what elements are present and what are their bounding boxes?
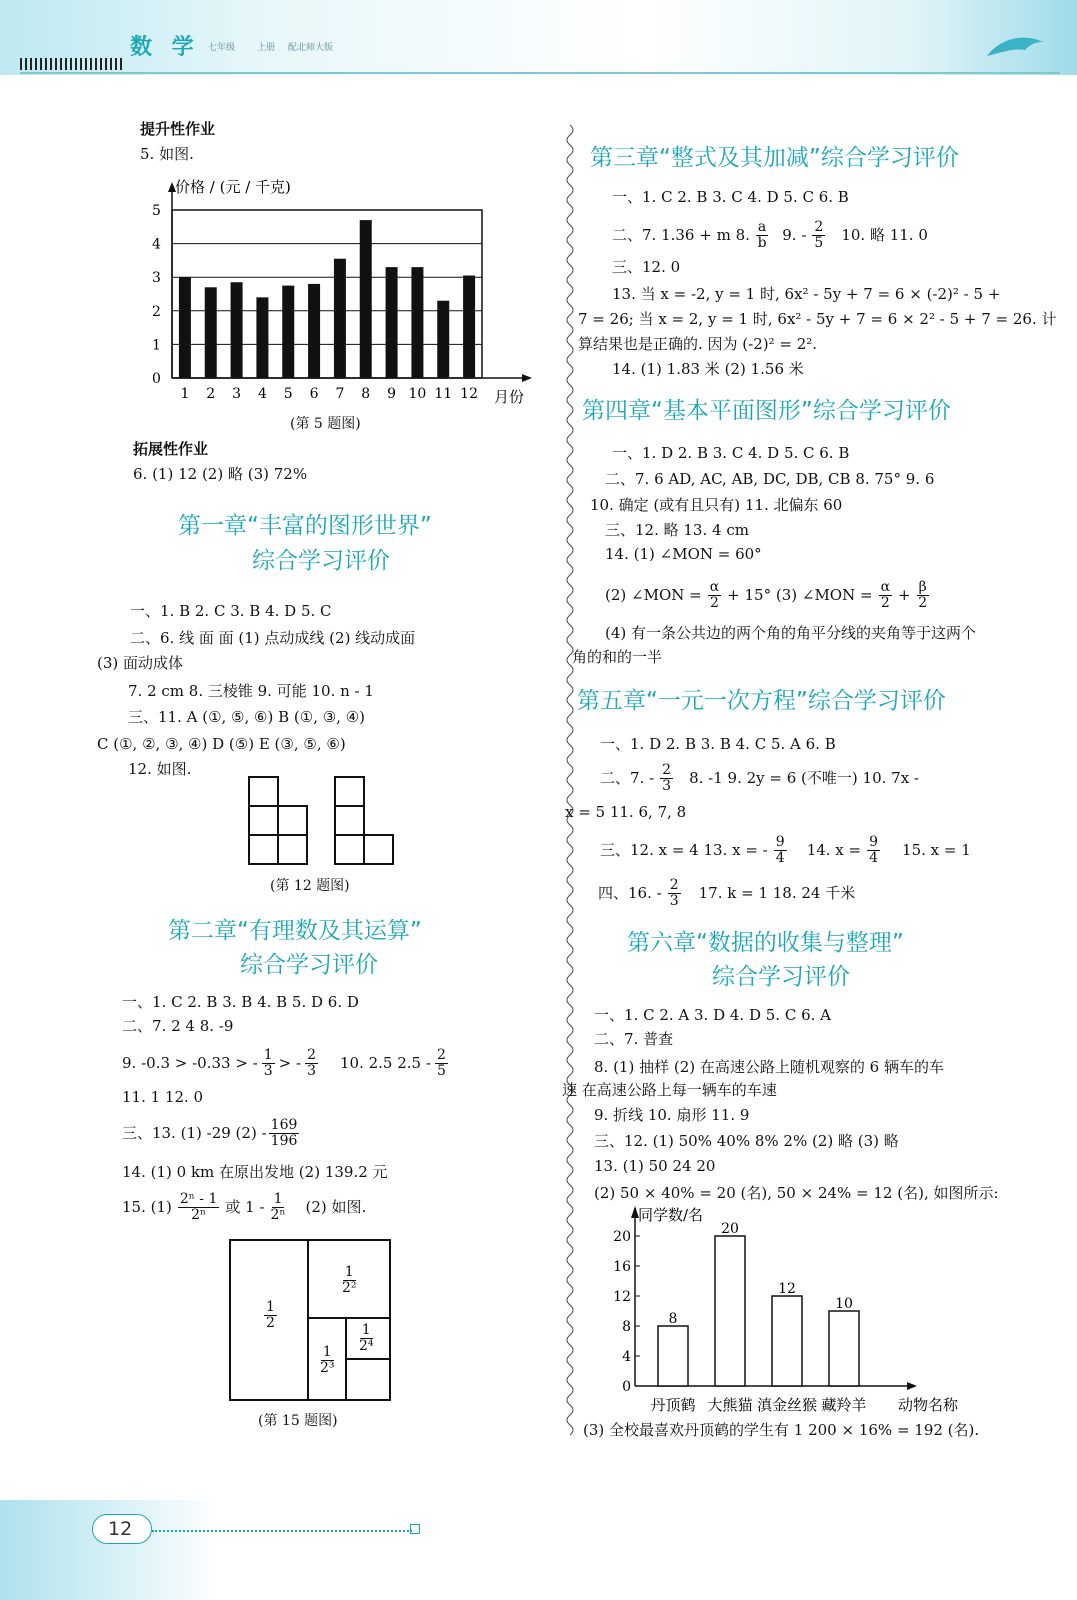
ch4-line5: 14. (1) ∠MON = 60° xyxy=(605,545,762,563)
ch1-line5: 三、11. A (①, ⑤, ⑥) B (①, ③, ④) xyxy=(128,708,366,726)
chart1-caption: (第 5 题图) xyxy=(290,416,361,432)
ch2-line5 xyxy=(122,1118,301,1148)
page-number: 12 xyxy=(108,1518,133,1540)
chart1-ytick: 5 xyxy=(152,203,161,219)
frac-2-3b: $\frac{2}{3}$ xyxy=(662,762,672,794)
frac-2-3: $\frac{2}{3}$ xyxy=(307,1047,316,1079)
ch1-line6: C (①, ②, ③, ④) D (⑤) E (③, ⑤, ⑥) xyxy=(97,735,346,753)
ch2-line6: 14. (1) 0 km 在原出发地 (2) 139.2 元 xyxy=(122,1163,388,1181)
chart1-bar xyxy=(386,267,398,378)
q5-text: 5. 如图. xyxy=(140,145,194,163)
chart2-ytick: 20 xyxy=(613,1229,631,1245)
chart2-ylabel: 同学数/名 xyxy=(638,1206,704,1224)
chart2-data-label: 8 xyxy=(668,1311,678,1327)
q15-frac-quarter: $\frac{1}{\text{2²}}$ xyxy=(342,1264,357,1296)
chart2-bar xyxy=(772,1296,802,1386)
section-title-improve: 提升性作业 xyxy=(140,120,216,138)
header-edition: 配北师大版 xyxy=(288,43,334,53)
ch3-line5: 7 = 26; 当 x = 2, y = 1 时, 6x² - 5y + 7 = 6 × 2² - 5 + 7 = 26. 计 xyxy=(578,310,1057,328)
ch5-l5b: 17. k = 1 18. 24 千米 xyxy=(698,883,856,902)
ch4-line3: 10. 确定 (或有且只有) 11. 北偏东 60 xyxy=(590,496,843,514)
chart1-xtick: 6 xyxy=(309,386,319,402)
chart2-bar xyxy=(829,1311,859,1386)
ch2-caption: (第 15 题图) xyxy=(258,1413,338,1429)
chart2-ytick: 0 xyxy=(622,1379,631,1395)
ch2-title: 第二章“有理数及其运算” xyxy=(168,918,422,944)
ch6-line5: 9. 折线 10. 扇形 11. 9 xyxy=(594,1106,750,1124)
frac-1-3: $\frac{1}{3}$ xyxy=(263,1047,273,1079)
chart2-ytick: 8 xyxy=(622,1319,631,1335)
chart1-bar xyxy=(360,220,372,378)
frac-2-5: $\frac{2}{5}$ xyxy=(436,1047,446,1079)
frac-alpha-2b: $\frac{\alpha}{2}$ xyxy=(880,579,891,611)
ch3-line4: 13. 当 x = -2, y = 1 时, 6x² - 5y + 7 = 6 × (-2)² - 5 + xyxy=(612,285,1001,303)
chart2-ytick: 16 xyxy=(613,1259,631,1275)
chart1-bar xyxy=(179,277,191,378)
ch2-line2: 二、7. 2 4 8. -9 xyxy=(122,1017,234,1035)
ch1-line2: 二、6. 线 面 面 (1) 点动成线 (2) 线动成面 xyxy=(130,629,416,647)
chart2-xtick: 丹顶鹤 xyxy=(650,1396,696,1414)
ch6-line3: 8. (1) 抽样 (2) 在高速公路上随机观察的 6 辆车的车 xyxy=(594,1058,944,1076)
frac-9-4b: $\frac{9}{4}$ xyxy=(869,834,879,866)
ch5-line1: 一、1. D 2. B 3. B 4. C 5. A 6. B xyxy=(600,735,836,753)
footer-square-icon xyxy=(410,1524,420,1534)
chart2-xlabel: 动物名称 xyxy=(898,1396,959,1414)
chart1-bar xyxy=(463,276,475,378)
ch4-line2: 二、7. 6 AD, AC, AB, DC, DB, CB 8. 75° 9. 6 xyxy=(605,470,935,488)
animal-bar-chart xyxy=(600,1200,970,1420)
ch3-line1: 一、1. C 2. B 3. C 4. D 5. C 6. B xyxy=(612,188,849,206)
chart2-data-label: 10 xyxy=(835,1296,853,1312)
ch6-line2: 二、7. 普查 xyxy=(594,1030,674,1048)
chart2-xarrow xyxy=(907,1382,917,1390)
chart1-xtick: 3 xyxy=(232,386,242,402)
price-bar-chart xyxy=(120,170,540,410)
column-divider xyxy=(563,125,577,1444)
chart1-xtick: 10 xyxy=(408,386,427,402)
chart2-bar xyxy=(658,1326,688,1386)
ch6-subtitle: 综合学习评价 xyxy=(712,964,850,990)
ch4-l6b: + 15° (3) ∠MON = xyxy=(727,585,873,604)
chart2-ytick: 4 xyxy=(622,1349,631,1365)
ch2-l7b: 或 1 - xyxy=(225,1197,265,1216)
chart1-xtick: 4 xyxy=(257,386,267,402)
ch5-line2 xyxy=(600,763,919,793)
ch2-l3c: 10. 2.5 2.5 - xyxy=(340,1053,431,1072)
frac-9-4: $\frac{9}{4}$ xyxy=(775,834,785,866)
ch5-l5a: 四、16. - xyxy=(598,883,662,902)
ch4-line7: (4) 有一条公共边的两个角的角平分线的夹角等于这两个 xyxy=(605,624,977,642)
ch4-l6c: + xyxy=(898,585,911,604)
chart1-bar xyxy=(231,282,243,378)
chart2-ytick: 12 xyxy=(613,1289,631,1305)
ch6-title: 第六章“数据的收集与整理” xyxy=(627,930,904,956)
chart2-bar xyxy=(715,1236,745,1386)
header-volume: 上册 xyxy=(257,43,276,53)
ch6-line8: (2) 50 × 40% = 20 (名), 50 × 24% = 12 (名), 如图所示: xyxy=(594,1184,999,1202)
ch4-title: 第四章“基本平面图形”综合学习评价 xyxy=(582,398,951,424)
ch5-l2a: 二、7. - xyxy=(600,768,655,787)
frac-169-196: $\frac{169}{196}$ xyxy=(270,1117,298,1149)
ch4-line8: 角的和的一半 xyxy=(572,648,663,666)
chart1-xtick: 7 xyxy=(335,386,345,402)
ch5-title: 第五章“一元一次方程”综合学习评价 xyxy=(577,688,946,714)
chart1-bar xyxy=(308,284,320,378)
ch1-caption: (第 12 题图) xyxy=(270,878,350,894)
chart1-xtick: 8 xyxy=(361,386,371,402)
section-title-extend: 拓展性作业 xyxy=(133,440,209,458)
footer-dotted-rule xyxy=(152,1530,412,1532)
chart2-xtick: 藏羚羊 xyxy=(821,1396,867,1414)
ch5-l4a: 三、12. x = 4 13. x = - xyxy=(600,840,768,859)
q6-text: 6. (1) 12 (2) 略 (3) 72% xyxy=(133,465,308,483)
q15-frac-half: $\frac{1}{2}$ xyxy=(266,1299,275,1331)
ch1-title: 第一章“丰富的图形世界” xyxy=(178,513,432,539)
chart1-xarrow xyxy=(522,374,532,382)
ch3-l2b: 9. - xyxy=(782,225,807,244)
chart2-data-label: 12 xyxy=(778,1281,796,1297)
header-rule xyxy=(20,72,1060,74)
ch1-line7: 12. 如图. xyxy=(128,760,192,778)
ch2-l3b: > - xyxy=(278,1053,302,1072)
ch4-line1: 一、1. D 2. B 3. C 4. D 5. C 6. B xyxy=(612,444,850,462)
q15-frac-sixteenth: $\frac{1}{\text{2⁴}}$ xyxy=(359,1322,374,1354)
ch5-line3: x = 5 11. 6, 7, 8 xyxy=(565,803,687,821)
ch2-subtitle: 综合学习评价 xyxy=(240,952,378,978)
chart1-bar xyxy=(437,301,449,378)
ch5-l2b: 8. -1 9. 2y = 6 (不唯一) 10. 7x - xyxy=(689,768,919,787)
chart1-ytick: 1 xyxy=(152,337,161,354)
chart1-ytick: 0 xyxy=(152,371,161,387)
chart1-xtick: 2 xyxy=(206,386,216,402)
chart1-xtick: 9 xyxy=(387,386,397,402)
chart1-bar xyxy=(256,297,268,378)
ch5-l4b: 14. x = xyxy=(806,840,862,859)
chart2-data-label: 20 xyxy=(721,1221,739,1237)
ch3-l2c: 10. 略 11. 0 xyxy=(841,225,928,244)
ch6-line7: 13. (1) 50 24 20 xyxy=(594,1157,716,1175)
ch1-subtitle: 综合学习评价 xyxy=(252,548,390,574)
ch2-l5a: 三、13. (1) -29 (2) - xyxy=(122,1123,267,1142)
ch1-line1: 一、1. B 2. C 3. B 4. D 5. C xyxy=(130,602,332,620)
chart1-bar xyxy=(411,267,423,378)
dolphin-icon xyxy=(985,28,1045,67)
chart1-xtick: 12 xyxy=(460,386,478,402)
frac-a-b: $\frac{a}{b}$ xyxy=(757,219,767,251)
frac-1-pown: $\frac{1}{\text{2ⁿ}}$ xyxy=(270,1191,286,1223)
chart1-bar xyxy=(282,286,294,378)
ch3-line3: 三、12. 0 xyxy=(612,258,681,276)
q15-square-figure xyxy=(228,1238,393,1403)
ch2-l3a: 9. -0.3 > -0.33 > - xyxy=(122,1053,258,1072)
ch5-l4c: 15. x = 1 xyxy=(902,840,971,859)
frac-pow: $\frac{\text{2ⁿ - 1}}{\text{2ⁿ}}$ xyxy=(179,1191,218,1223)
ch6-line6: 三、12. (1) 50% 40% 8% 2% (2) 略 (3) 略 xyxy=(594,1132,899,1150)
ch5-line4 xyxy=(600,835,971,865)
chart2-xtick: 大熊猫 xyxy=(707,1396,753,1414)
header-subject: 数 学 xyxy=(130,35,200,60)
ch4-line4: 三、12. 略 13. 4 cm xyxy=(605,521,749,539)
ch1-line4: 7. 2 cm 8. 三棱锥 9. 可能 10. n - 1 xyxy=(128,682,374,700)
frac-2-5b: $\frac{2}{5}$ xyxy=(814,219,824,251)
frac-beta-2: $\frac{\beta}{2}$ xyxy=(918,579,928,611)
chart1-xtick: 11 xyxy=(434,386,453,402)
ch2-line1: 一、1. C 2. B 3. B 4. B 5. D 6. D xyxy=(122,993,359,1011)
ch4-line6 xyxy=(605,580,931,610)
frac-alpha-2: $\frac{\alpha}{2}$ xyxy=(709,579,720,611)
ch6-line1: 一、1. C 2. A 3. D 4. D 5. C 6. A xyxy=(594,1006,831,1024)
ch4-l6a: (2) ∠MON = xyxy=(605,585,702,604)
ch2-line4: 11. 1 12. 0 xyxy=(122,1088,204,1106)
ch3-title: 第三章“整式及其加减”综合学习评价 xyxy=(590,145,959,171)
q12-figure xyxy=(240,775,400,870)
q15-frac-eighth: $\frac{1}{\text{2³}}$ xyxy=(320,1344,335,1376)
ch5-line5 xyxy=(598,878,855,908)
chart2-xtick: 滇金丝猴 xyxy=(756,1396,818,1414)
ch1-line3: (3) 面动成体 xyxy=(97,654,184,672)
chart1-bar xyxy=(334,259,346,378)
ch2-line3 xyxy=(122,1048,450,1078)
chart1-ytick: 3 xyxy=(152,270,161,287)
ch3-l2a: 二、7. 1.36 + m 8. xyxy=(612,225,750,244)
chart1-xtick: 5 xyxy=(283,386,293,402)
chart1-ytick: 4 xyxy=(152,236,161,253)
chart1-ylabel: 价格 / (元 / 千克) xyxy=(175,178,291,196)
ch6-line9: (3) 全校最喜欢丹顶鹤的学生有 1 200 × 16% = 192 (名). xyxy=(583,1421,980,1439)
frac-2-3c: $\frac{2}{3}$ xyxy=(669,877,679,909)
chart1-bar xyxy=(205,287,217,378)
ch6-line4: 速 在高速公路上每一辆车的车速 xyxy=(562,1081,777,1099)
ch2-line7 xyxy=(122,1192,366,1222)
ch3-line7: 14. (1) 1.83 米 (2) 1.56 米 xyxy=(612,360,804,378)
ch3-line2 xyxy=(612,220,928,250)
ch2-l7c: (2) 如图. xyxy=(305,1197,367,1216)
header-barcode-marks xyxy=(20,58,124,70)
chart1-xtick: 1 xyxy=(180,386,190,402)
chart1-xlabel: 月份 xyxy=(494,388,525,406)
chart1-ytick: 2 xyxy=(152,303,161,320)
chart1-frame xyxy=(172,210,482,378)
ch2-l7a: 15. (1) xyxy=(122,1197,172,1216)
header-grade: 七年级 xyxy=(208,43,236,53)
ch3-line6: 算结果也是正确的. 因为 (-2)² = 2². xyxy=(578,335,818,353)
